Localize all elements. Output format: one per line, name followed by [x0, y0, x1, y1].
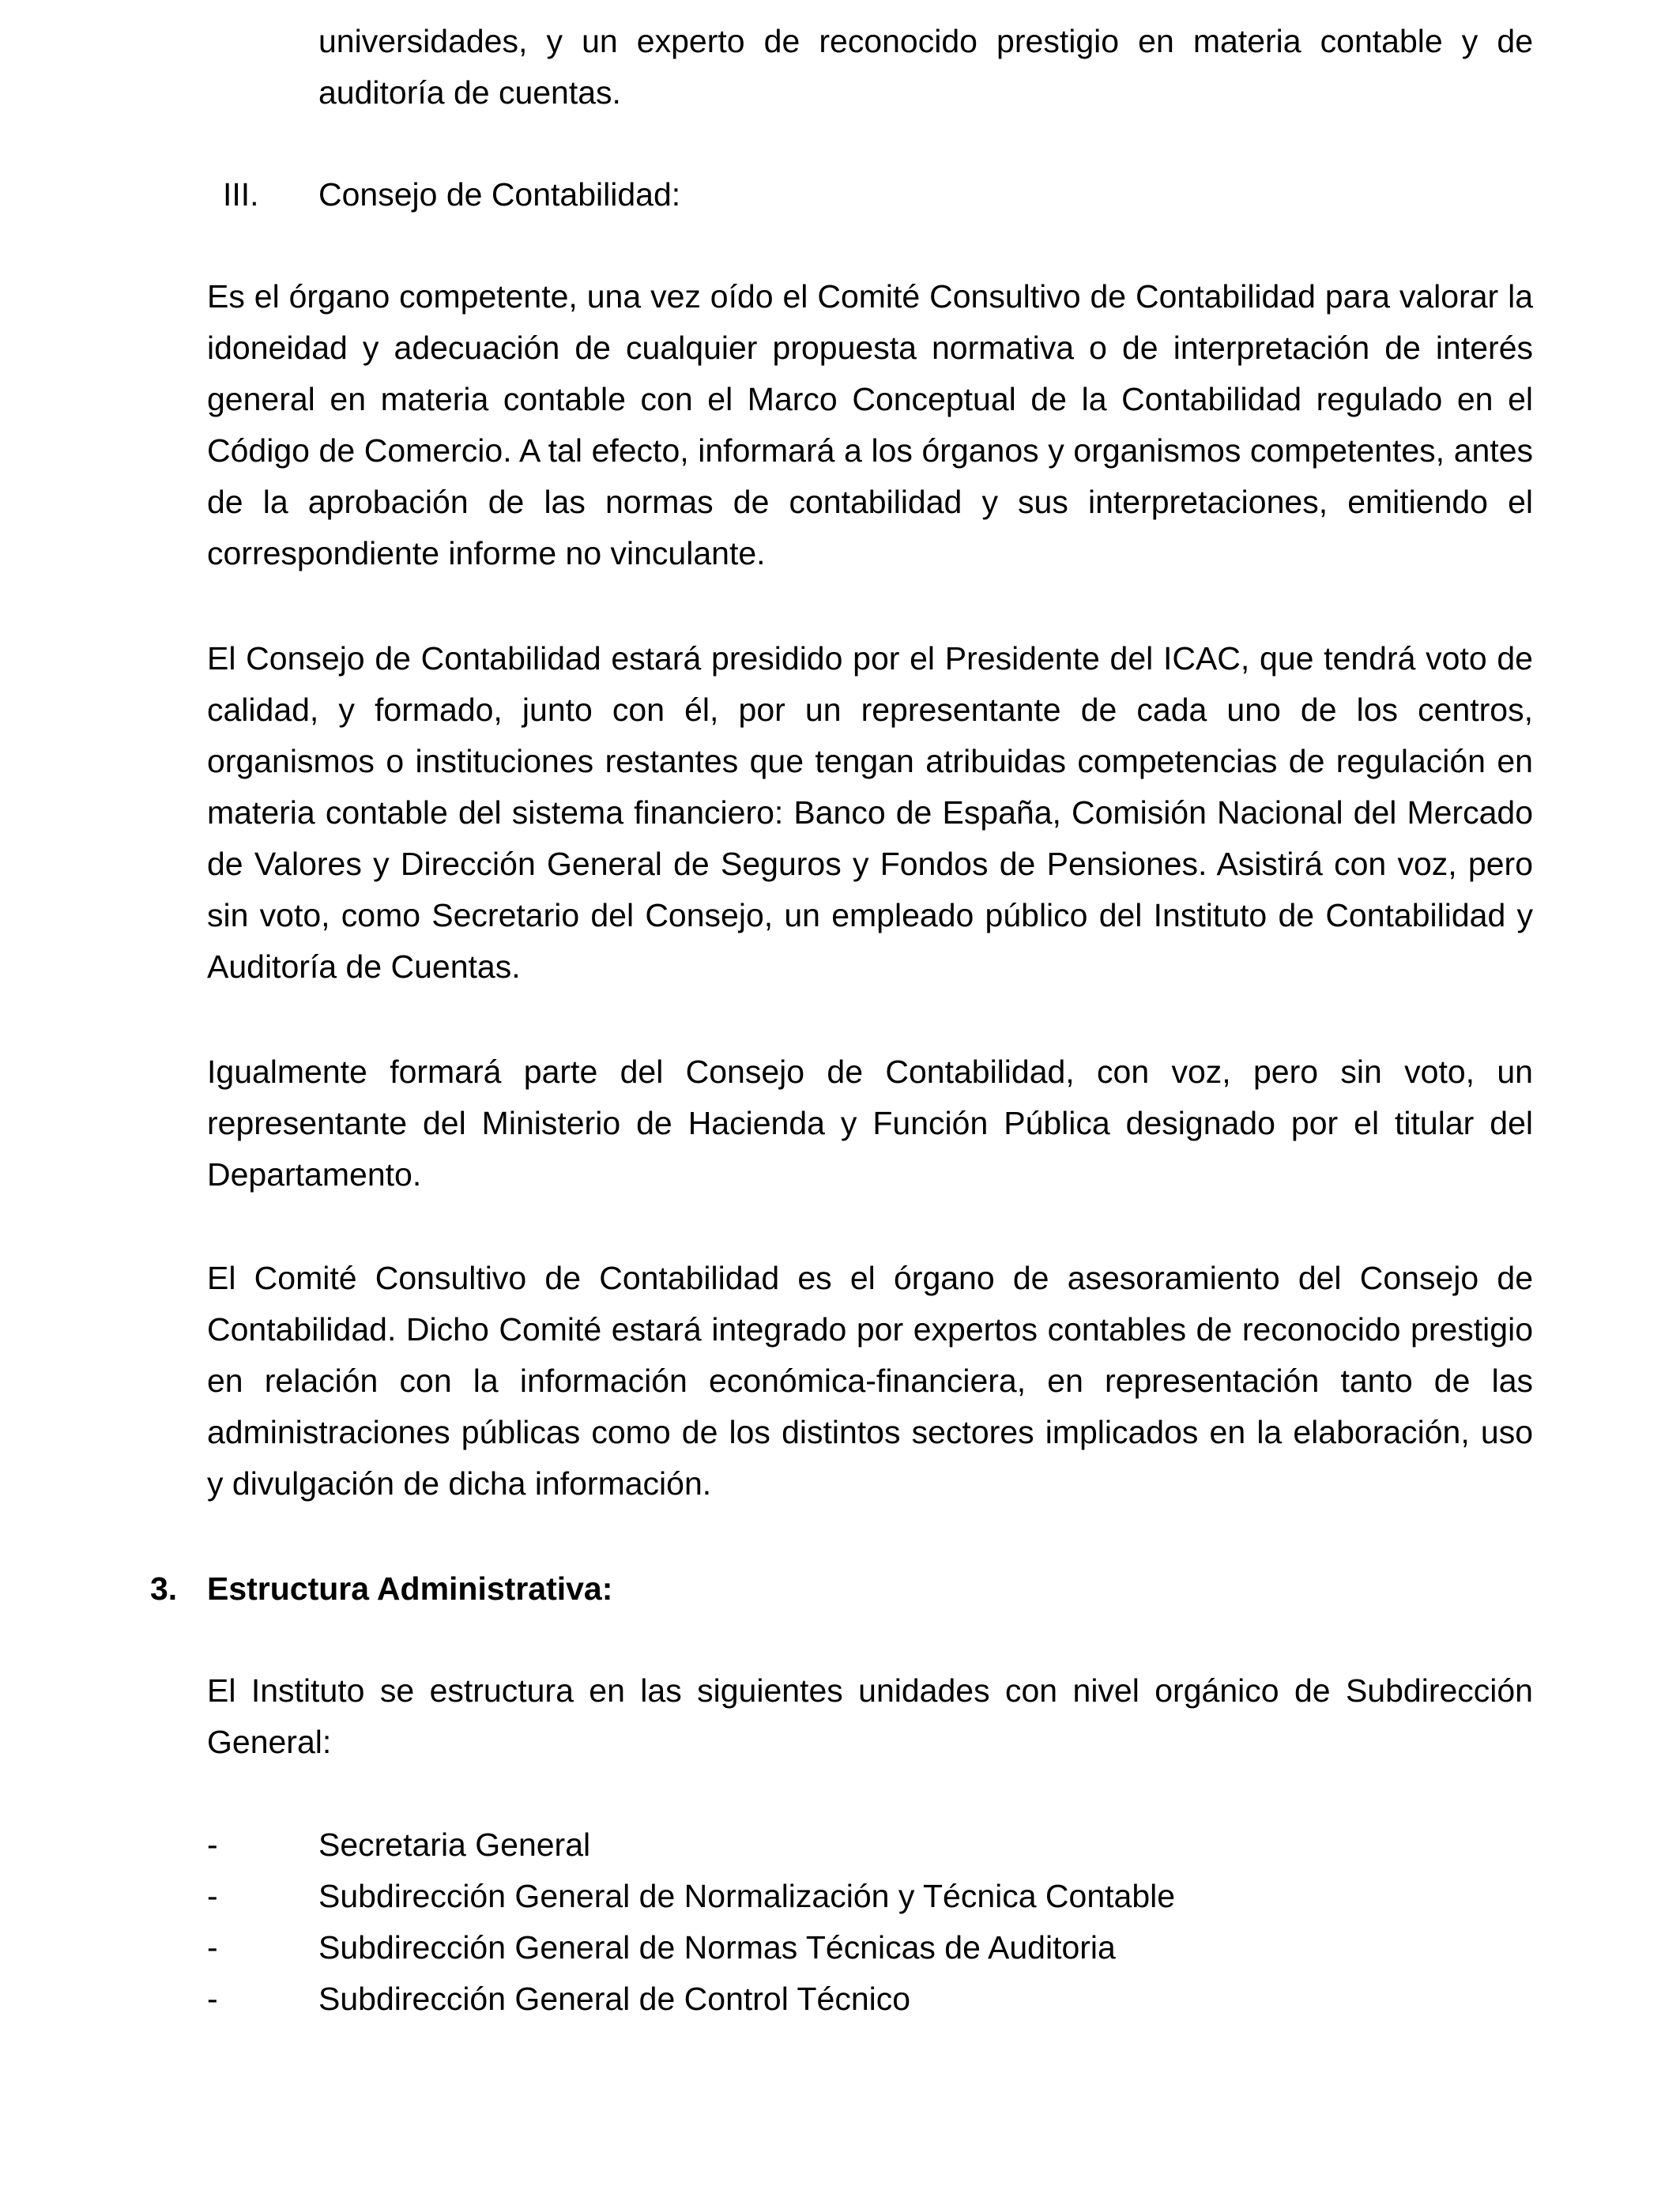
item-iii-numeral: III. [223, 176, 259, 213]
list-item [0, 1871, 1680, 1922]
paragraph-consejo-composicion: El Consejo de Contabilidad estará presidido por el Presidente del ICAC, que tendrá voto de calidad, y formado, junto con él, por un representante de cada uno de los centros, organismos o instituciones restantes que tengan atribuidas competencias de regulación en materia contable del sistema financiero: Banco de España, Comisión Nacional del Mercado de Valores y Dirección General de Seguros y Fondos de Pensiones. Asistirá con voz, pero sin voto, como Secretario del Consejo, un empleado público del Instituto de Contabilidad y Auditoría de Cuentas. [207, 640, 1533, 985]
continuation-paragraph: universidades, y un experto de reconocido prestigio en materia contable y de auditoría de cuentas. [318, 23, 1533, 111]
list-item [0, 1819, 1680, 1871]
list-item [0, 1922, 1680, 1973]
list-item-label: Subdirección General de Normas Técnicas de Auditoria [318, 1929, 1116, 1966]
list-item [0, 1973, 1680, 2025]
section-3-number: 3. [150, 1570, 178, 1607]
item-iii-label: Consejo de Contabilidad: [318, 176, 681, 213]
list-item-label: Subdirección General de Normalización y Técnica Contable [318, 1878, 1176, 1914]
section-3-intro: El Instituto se estructura en las siguientes unidades con nivel orgánico de Subdirección General: [207, 1672, 1533, 1760]
paragraph-consejo-competencia: Es el órgano competente, una vez oído el Comité Consultivo de Contabilidad para valorar la idoneidad y adecuación de cualquier propuesta normativa o de interpretación de interés general en materia contable con el Marco Conceptual de la Contabilidad regulado en el Código de Comercio. A tal efecto, informará a los órganos y organismos competentes, antes de la aprobación de las normas de contabilidad y sus interpretaciones, emitiendo el correspondiente informe no vinculante. [207, 278, 1533, 571]
bullet-dash: - [207, 1929, 218, 1966]
bullet-dash: - [207, 1826, 218, 1863]
paragraph-consejo-ministerio: Igualmente formará parte del Consejo de Contabilidad, con voz, pero sin voto, un representante del Ministerio de Hacienda y Función Pública designado por el titular del Departamento. [207, 1054, 1533, 1193]
list-item-label: Subdirección General de Control Técnico [318, 1981, 911, 2017]
bullet-dash: - [207, 1878, 218, 1914]
bullet-dash: - [207, 1981, 218, 2017]
section-3-title: Estructura Administrativa: [207, 1570, 613, 1607]
list-item-label: Secretaria General [318, 1826, 591, 1863]
paragraph-comite-consultivo: El Comité Consultivo de Contabilidad es el órgano de asesoramiento del Consejo de Contabilidad. Dicho Comité estará integrado por expertos contables de reconocido prestigio en relación con la información económica-financiera, en representación tanto de las administraciones públicas como de los distintos sectores implicados en la elaboración, uso y divulgación de dicha información. [207, 1260, 1533, 1502]
